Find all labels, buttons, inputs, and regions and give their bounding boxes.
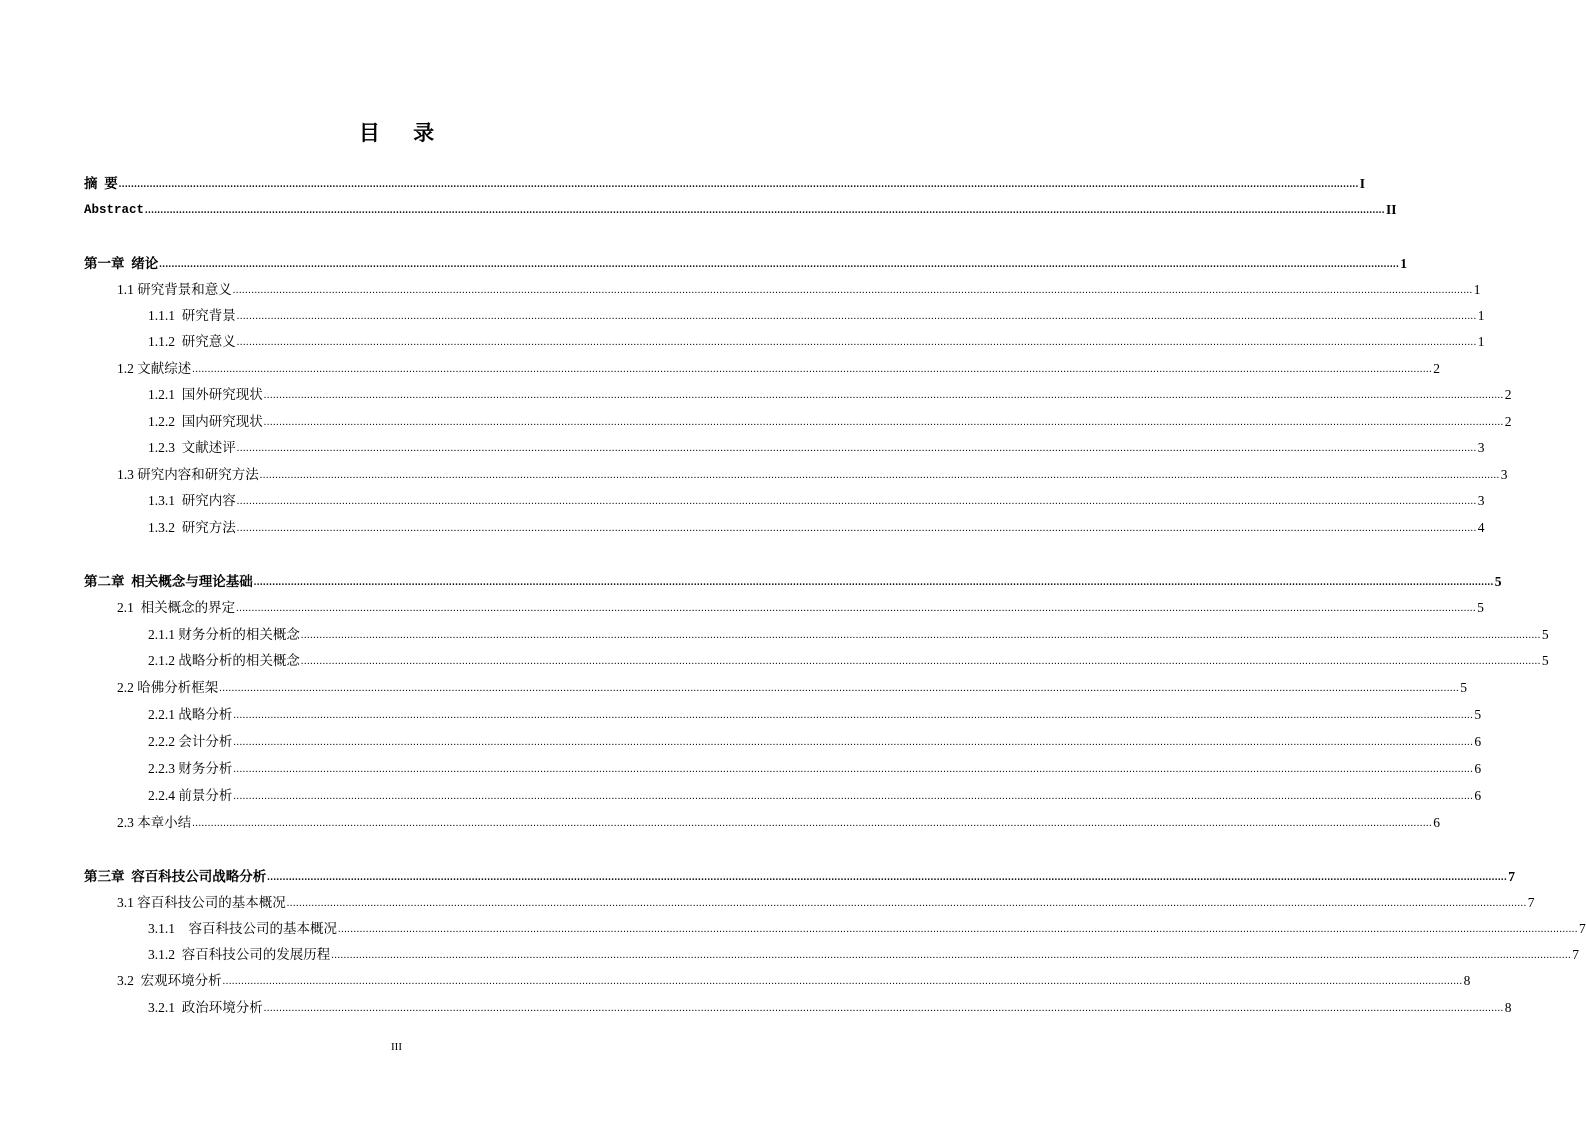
toc-entry-label: 3.2 宏观环境分析	[117, 973, 222, 988]
toc-entry[interactable]	[148, 784, 1482, 804]
toc-entry-label: 1.2.2 国内研究现状	[148, 414, 263, 429]
toc-entry-label: 1.1 研究背景和意义	[117, 282, 232, 297]
toc-entry-page: 1	[1477, 334, 1485, 349]
dot-leader: ................................................................................................................................................................................................................................................................................................................................................................................................................	[233, 710, 1474, 721]
toc-entry-page: 7	[1579, 921, 1586, 936]
toc-entry-label: 1.1.1 研究背景	[148, 308, 236, 323]
toc-entry-label: 3.2.1 政治环境分析	[148, 1000, 263, 1015]
toc-entry-page: 7	[1508, 869, 1515, 884]
toc-entry[interactable]	[117, 676, 1467, 696]
dot-leader: ................................................................................................................................................................................................................................................................................................................................................................................................................	[267, 872, 1508, 883]
toc-entry[interactable]	[148, 330, 1485, 350]
toc-entry-label: 2.2.3 财务分析	[148, 761, 233, 776]
toc-entry-label: 3.1 容百科技公司的基本概况	[117, 895, 286, 910]
toc-entry-label: 2.3 本章小结	[117, 815, 192, 830]
toc-entry-page: 3	[1477, 440, 1485, 455]
dot-leader: ................................................................................................................................................................................................................................................................................................................................................................................................................	[233, 791, 1474, 802]
toc-entry[interactable]	[148, 996, 1512, 1016]
toc-entry-label: 1.3 研究内容和研究方法	[117, 467, 259, 482]
toc-entry-label: 摘 要	[84, 176, 118, 191]
toc-entry[interactable]	[117, 463, 1508, 483]
toc-entry-page: 5	[1541, 653, 1549, 668]
dot-leader: ................................................................................................................................................................................................................................................................................................................................................................................................................	[236, 603, 1477, 614]
toc-entry[interactable]	[117, 596, 1484, 616]
toc-entry[interactable]	[148, 917, 1586, 937]
toc-entry[interactable]	[84, 252, 1407, 272]
toc-entry-label: 1.2 文献综述	[117, 361, 192, 376]
toc-entry-page: 6	[1474, 734, 1482, 749]
dot-leader: ................................................................................................................................................................................................................................................................................................................................................................................................................	[236, 443, 1477, 454]
toc-entry-label: 2.2.1 战略分析	[148, 707, 233, 722]
toc-entry[interactable]	[148, 516, 1485, 536]
toc-entry-label: 1.2.3 文献述评	[148, 440, 236, 455]
toc-entry-page: 5	[1474, 707, 1482, 722]
dot-leader: ................................................................................................................................................................................................................................................................................................................................................................................................................	[236, 496, 1477, 507]
toc-entry[interactable]	[148, 383, 1512, 403]
dot-leader: ................................................................................................................................................................................................................................................................................................................................................................................................................	[236, 523, 1477, 534]
toc-entry-page: 8	[1463, 973, 1471, 988]
dot-leader: ................................................................................................................................................................................................................................................................................................................................................................................................................	[331, 950, 1572, 961]
toc-entry-label: 第三章 容百科技公司战略分析	[84, 869, 267, 884]
toc-entry[interactable]	[148, 649, 1549, 669]
toc-entry-page: 5	[1541, 627, 1549, 642]
dot-leader: ................................................................................................................................................................................................................................................................................................................................................................................................................	[233, 764, 1474, 775]
toc-entry[interactable]	[117, 278, 1481, 298]
toc-entry-label: 1.1.2 研究意义	[148, 334, 236, 349]
dot-leader: ................................................................................................................................................................................................................................................................................................................................................................................................................	[236, 311, 1477, 322]
toc-entry-page: 2	[1504, 387, 1512, 402]
toc-entry-page: II	[1386, 202, 1397, 217]
toc-entry-page: 1	[1477, 308, 1485, 323]
toc-entry[interactable]	[117, 891, 1535, 911]
toc-entry[interactable]	[148, 623, 1549, 643]
toc-entry[interactable]	[148, 489, 1485, 509]
dot-leader: ................................................................................................................................................................................................................................................................................................................................................................................................................	[263, 417, 1504, 428]
dot-leader: ................................................................................................................................................................................................................................................................................................................................................................................................................	[219, 683, 1460, 694]
toc-entry-page: 7	[1527, 895, 1535, 910]
toc-entry-page: 2	[1504, 414, 1512, 429]
dot-leader: ................................................................................................................................................................................................................................................................................................................................................................................................................	[300, 630, 1541, 641]
toc-entry-page: 3	[1477, 493, 1485, 508]
dot-leader: ................................................................................................................................................................................................................................................................................................................................................................................................................	[192, 818, 1433, 829]
toc-entry[interactable]	[148, 304, 1485, 324]
toc-entry[interactable]	[84, 172, 1366, 192]
toc-entry-page: 6	[1474, 788, 1482, 803]
dot-leader: ................................................................................................................................................................................................................................................................................................................................................................................................................	[222, 976, 1463, 987]
toc-entry-label: 2.2.4 前景分析	[148, 788, 233, 803]
toc-entry-label: 第一章 绪论	[84, 256, 159, 271]
dot-leader: ................................................................................................................................................................................................................................................................................................................................................................................................................	[253, 577, 1494, 588]
dot-leader: ................................................................................................................................................................................................................................................................................................................................................................................................................	[232, 285, 1473, 296]
dot-leader: ................................................................................................................................................................................................................................................................................................................................................................................................................	[259, 470, 1500, 481]
toc-entry[interactable]	[84, 198, 1397, 218]
toc-entry-label: 2.1.2 战略分析的相关概念	[148, 653, 300, 668]
toc-entry-page: 2	[1433, 361, 1440, 376]
toc-entry-page: 3	[1500, 467, 1508, 482]
toc-entry[interactable]	[148, 436, 1485, 456]
toc-entry[interactable]	[117, 969, 1471, 989]
dot-leader: ................................................................................................................................................................................................................................................................................................................................................................................................................	[236, 337, 1477, 348]
toc-entry-page: 1	[1473, 282, 1481, 297]
toc-entry[interactable]	[148, 410, 1512, 430]
toc-entry-page: 4	[1477, 520, 1485, 535]
dot-leader: ................................................................................................................................................................................................................................................................................................................................................................................................................	[263, 1003, 1504, 1014]
dot-leader: ................................................................................................................................................................................................................................................................................................................................................................................................................	[263, 390, 1504, 401]
toc-entry-page: I	[1359, 176, 1366, 191]
toc-entry-page: 7	[1572, 947, 1579, 962]
toc-entry[interactable]	[148, 703, 1482, 723]
toc-entry-label: Abstract	[84, 203, 145, 217]
toc-entry-label: 2.1.1 财务分析的相关概念	[148, 627, 300, 642]
toc-entry-label: 2.2 哈佛分析框架	[117, 680, 219, 695]
dot-leader: ................................................................................................................................................................................................................................................................................................................................................................................................................	[300, 656, 1541, 667]
toc-entry[interactable]	[148, 730, 1482, 750]
dot-leader: ................................................................................................................................................................................................................................................................................................................................................................................................................	[145, 205, 1386, 216]
toc-entry-label: 第二章 相关概念与理论基础	[84, 574, 253, 589]
toc-entry[interactable]	[117, 811, 1440, 831]
toc-entry-page: 8	[1504, 1000, 1512, 1015]
toc-entry-page: 6	[1433, 815, 1440, 830]
toc-entry[interactable]	[148, 757, 1482, 777]
toc-entry-label: 1.3.2 研究方法	[148, 520, 236, 535]
toc-entry[interactable]	[117, 357, 1440, 377]
dot-leader: ................................................................................................................................................................................................................................................................................................................................................................................................................	[286, 898, 1527, 909]
page-number-footer: III	[391, 1041, 402, 1053]
toc-entry-page: 1	[1400, 256, 1407, 271]
dot-leader: ................................................................................................................................................................................................................................................................................................................................................................................................................	[233, 737, 1474, 748]
toc-entry[interactable]	[84, 865, 1515, 885]
toc-entry-label: 2.2.2 会计分析	[148, 734, 233, 749]
dot-leader: ................................................................................................................................................................................................................................................................................................................................................................................................................	[192, 364, 1433, 375]
toc-entry-page: 6	[1474, 761, 1482, 776]
toc-entry-label: 3.1.1 容百科技公司的基本概况	[148, 921, 337, 936]
dot-leader: ................................................................................................................................................................................................................................................................................................................................................................................................................	[338, 924, 1578, 935]
toc-entry-page: 5	[1460, 680, 1467, 695]
dot-leader: ................................................................................................................................................................................................................................................................................................................................................................................................................	[159, 259, 1400, 270]
toc-entry-page: 5	[1477, 600, 1484, 615]
toc-entry-label: 1.3.1 研究内容	[148, 493, 236, 508]
toc-entry[interactable]	[148, 943, 1579, 963]
toc-entry-label: 2.1 相关概念的界定	[117, 600, 236, 615]
toc-entry-label: 1.2.1 国外研究现状	[148, 387, 263, 402]
page-title: 目 录	[358, 121, 449, 145]
toc-entry-page: 5	[1494, 574, 1502, 589]
toc-entry[interactable]	[84, 570, 1502, 590]
dot-leader: ................................................................................................................................................................................................................................................................................................................................................................................................................	[118, 179, 1359, 190]
toc-entry-label: 3.1.2 容百科技公司的发展历程	[148, 947, 331, 962]
